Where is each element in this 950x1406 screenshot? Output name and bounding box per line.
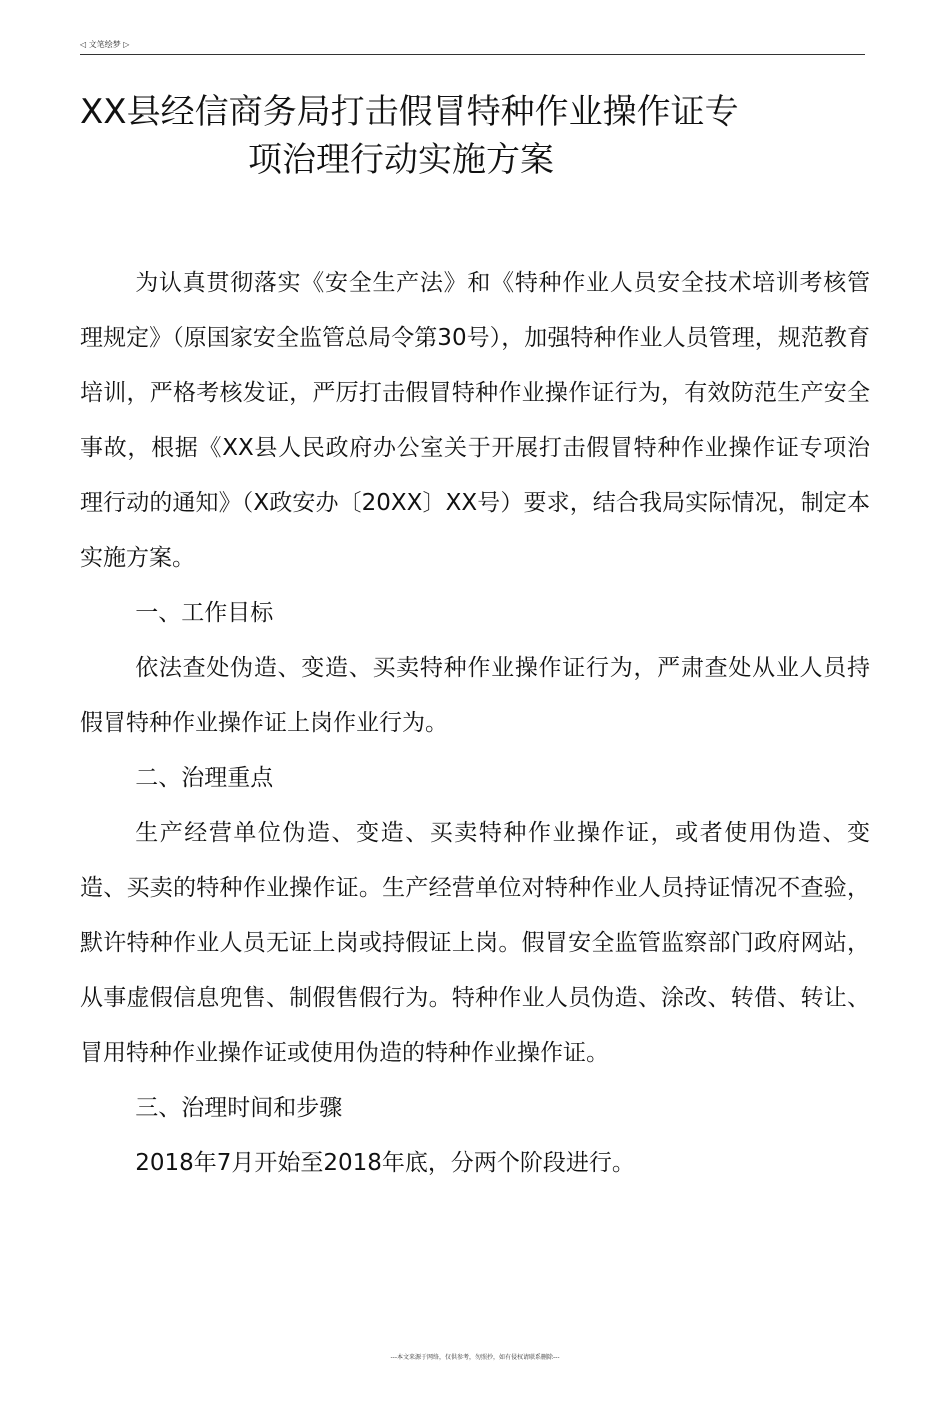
section-heading-focus: 二、治理重点 (135, 765, 274, 791)
focus-paragraph: 生产经营单位伪造、变造、买卖特种作业操作证，或者使用伪造、变造、买卖的特种作业操作证。生产经营单位对特种作业人员持证情况不查验，默许特种作业人员无证上岗或持假证上岗。假冒安全监管监察部门政府网站，从事虚假信息兜售、制假售假行为。特种作业人员伪造、涂改、转借、转让、冒用特种作业操作证或使用伪造的特种作业操作证。 (80, 820, 870, 1066)
schedule-paragraph: 2018年7月开始至2018年底，分两个阶段进行。 (135, 1150, 635, 1176)
page-footer: ---本文来源于网络，仅供参考，勿照抄，如有侵权请联系删除--- (390, 1354, 560, 1361)
title-line-1: XX县经信商务局打击假冒特种作业操作证专 (80, 92, 739, 132)
right-triangle-icon: ▷ (123, 40, 130, 49)
document-title (80, 88, 870, 184)
section-heading-goals: 一、工作目标 (135, 600, 274, 626)
left-triangle-icon: ◁ (80, 40, 87, 49)
document-body (80, 256, 870, 1191)
goals-paragraph: 依法查处伪造、变造、买卖特种作业操作证行为，严肃查处从业人员持假冒特种作业操作证上岗作业行为。 (80, 655, 870, 736)
intro-paragraph: 为认真贯彻落实《安全生产法》和《特种作业人员安全技术培训考核管理规定》（原国家安全监管总局令第30号），加强特种作业人员管理，规范教育培训，严格考核发证，严厉打击假冒特种作业操作证行为，有效防范生产安全事故，根据《XX县人民政府办公室关于开展打击假冒特种作业操作证专项治理行动的通知》（X政安办〔20XX〕XX号）要求，结合我局实际情况，制定本实施方案。 (80, 270, 870, 571)
header-label: 文笔绘梦 (88, 40, 121, 49)
page-header (80, 38, 865, 55)
section-heading-schedule: 三、治理时间和步骤 (135, 1095, 343, 1121)
title-line-2: 项治理行动实施方案 (248, 140, 554, 180)
